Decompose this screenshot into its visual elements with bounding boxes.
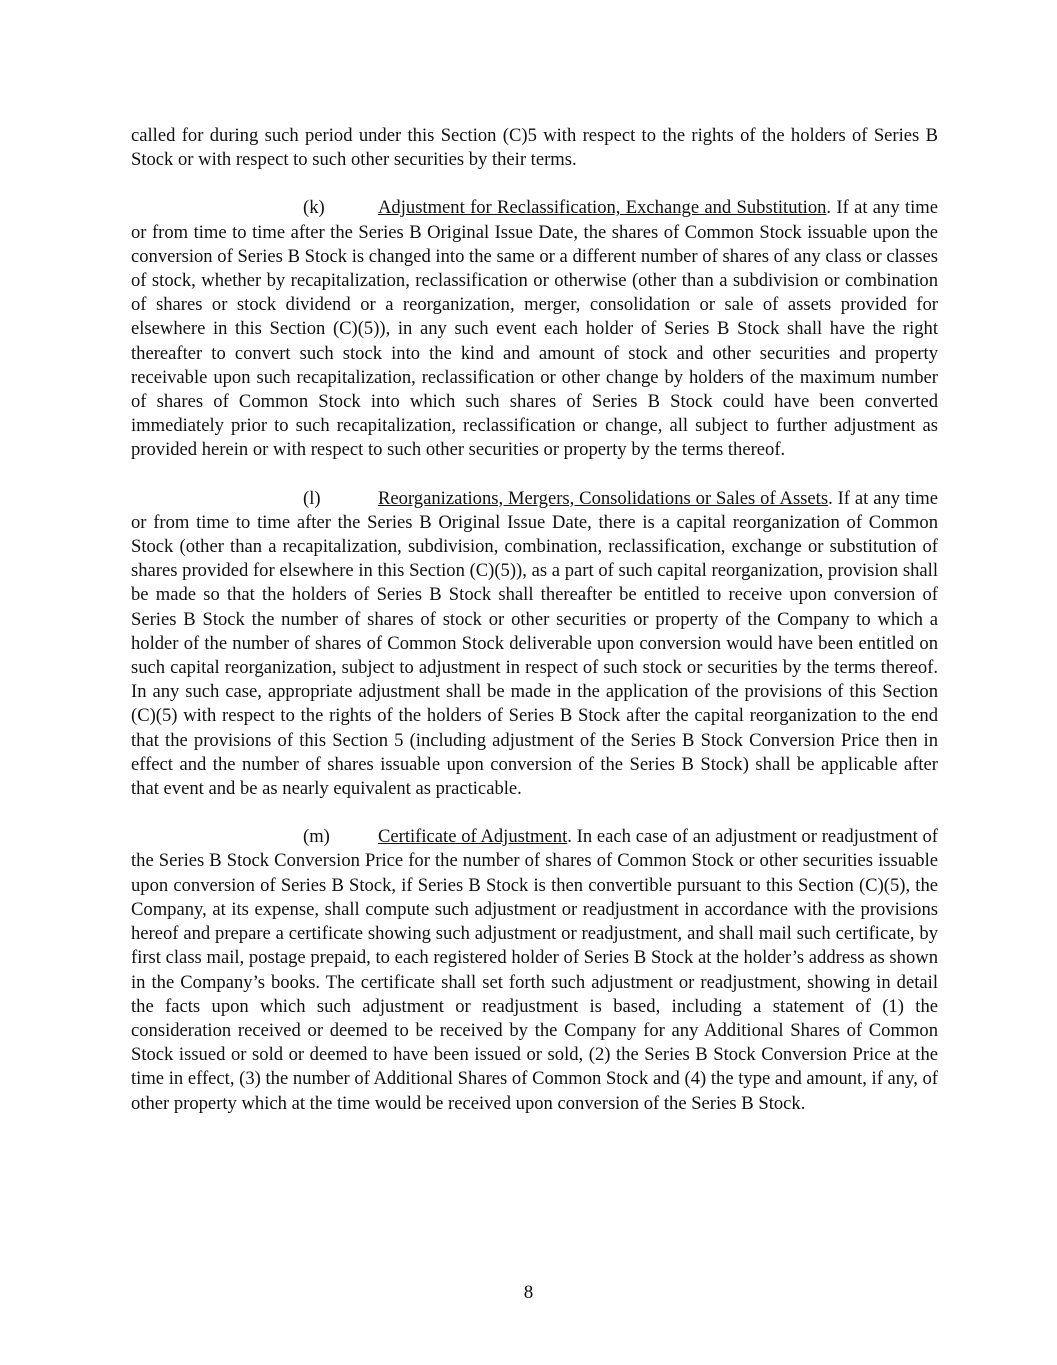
page-number: 8 — [523, 1282, 534, 1303]
paragraph-l-marker: (l) — [303, 487, 321, 509]
paragraph-continued-body: called for during such period under this Section (C)5 with respect to the rights of the holders of Series B Stock or with respect to such other securities by their terms. — [131, 125, 938, 171]
paragraph-l-body: . If at any time or from time to time after the Series B Original Issue Date, there is a capital reorganization of Common Stock (other than a recapitalization, subdivision, combination, reclassification, exchange or substitution of shares provided for elsewhere in this Section (C)(5)), as a part of such capital reorganization, provision shall be made so that the holders of Series B Stock shall thereafter be entitled to receive upon conversion of Series B Stock the number of shares of stock or other securities or property of the Company to which a holder of the number of shares of Common Stock deliverable upon conversion would have been entitled on such capital reorganization, subject to adjustment in respect of such stock or securities by the terms thereof. In any such case, appropriate adjustment shall be made in the application of the provisions of this Section (C)(5) with respect to the rights of the holders of Series B Stock after the capital reorganization to the end that the provisions of this Section 5 (including adjustment of the Series B Stock Conversion Price then in effect and the number of shares issuable upon conversion of the Series B Stock) shall be applicable after that event and be as nearly equivalent as practicable. — [131, 487, 938, 800]
paragraph-m — [131, 825, 938, 1115]
paragraph-k-marker: (k) — [303, 197, 325, 219]
document-page — [131, 124, 938, 1140]
paragraph-k-body: . If at any time or from time to time after the Series B Original Issue Date, the shares of Common Stock issuable upon the conversion of Series B Stock is changed into the same or a different number of shares of any class or classes of stock, whether by recapitalization, reclassification or otherwise (other than a subdivision or combination of shares or stock dividend or a reorganization, merger, consolidation or sale of assets provided for elsewhere in this Section (C)(5)), in any such event each holder of Series B Stock shall have the right thereafter to convert such stock into the kind and amount of stock and other securities and property receivable upon such recapitalization, reclassification or other change by holders of the maximum number of shares of Common Stock into which such shares of Series B Stock could have been converted immediately prior to such recapitalization, reclassification or change, all subject to further adjustment as provided herein or with respect to such other securities or property by the terms thereof. — [131, 197, 938, 461]
paragraph-k — [131, 196, 938, 462]
paragraph-continued — [131, 124, 938, 172]
paragraph-m-marker: (m) — [303, 826, 330, 848]
paragraph-l-heading: Reorganizations, Mergers, Consolidations or Sales of Assets — [378, 487, 829, 509]
paragraph-k-heading: Adjustment for Reclassification, Exchange and Substitution — [378, 197, 827, 219]
paragraph-l — [131, 487, 938, 802]
paragraph-m-body: . In each case of an adjustment or readjustment of the Series B Stock Conversion Price for the number of shares of Common Stock or other securities issuable upon conversion of Series B Stock, if Series B Stock is then convertible pursuant to this Section (C)(5), the Company, at its expense, shall compute such adjustment or readjustment in accordance with the provisions hereof and prepare a certificate showing such adjustment or readjustment, and shall mail such certificate, by first class mail, postage prepaid, to each registered holder of Series B Stock at the holder’s address as shown in the Company’s books. The certificate shall set forth such adjustment or readjustment, showing in detail the facts upon which such adjustment or readjustment is based, including a statement of (1) the consideration received or deemed to be received by the Company for any Additional Shares of Common Stock issued or sold or deemed to have been issued or sold, (2) the Series B Stock Conversion Price at the time in effect, (3) the number of Additional Shares of Common Stock and (4) the type and amount, if any, of other property which at the time would be received upon conversion of the Series B Stock. — [131, 826, 938, 1114]
paragraph-m-heading: Certificate of Adjustment — [378, 826, 568, 848]
